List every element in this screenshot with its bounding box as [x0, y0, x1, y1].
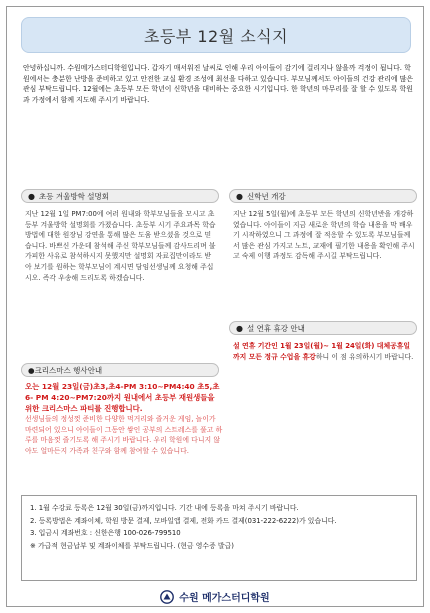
new-term-body: 지난 12월 5일(월)에 초등부 모든 학년의 신학년반을 개강하였습니다. 아이들이 지금 새로운 학년의 학습 내용을 막 배우기 시작하였으니 그 과정에 잘 적응할 수 있도록 부모님들께서 많은 관심 가지고 노트, 교재에 필기한 내용을 확인해 주시고 숙제 이행 과정도 감독해 주시길 부탁드립니다. — [233, 210, 415, 261]
holiday-section-header — [229, 321, 417, 335]
page-title: 초등부 12월 소식지 — [143, 26, 289, 46]
brand-footer — [7, 589, 423, 604]
title-banner — [21, 17, 411, 53]
holiday-tail: 하니 이 점 유의하시기 바랍니다. — [315, 352, 414, 361]
bullet-icon: ● — [28, 191, 35, 201]
bullet-icon: ● — [236, 323, 243, 333]
christmas-heading: ●크리스마스 행사안내 — [28, 365, 103, 375]
brand-name: 수원 메가스터디학원 — [179, 593, 270, 604]
christmas-schedule: 오는 12월 23일(금)초3,초4-PM 3:10~PM4:40 초5,초6- PM 4:20~PM7:20까지 원내에서 초등부 재원생들을 위한 크리스마스 파티를 진행합니다. — [25, 382, 220, 413]
footer-line: 1. 1월 수강료 등록은 12월 30일(금)까지입니다. 기간 내에 등록을 마쳐 주시기 바랍니다. — [30, 504, 299, 512]
footer-line: 2. 등록방법은 계좌이체, 학원 방문 결제, 모바일앱 결제, 전화 카드 결제(031-222-6222)가 있습니다. — [30, 516, 337, 525]
payment-info-box — [21, 495, 417, 581]
christmas-body — [25, 381, 223, 456]
holiday-notice: 설 연휴 기간인 1월 23일(월)~ 1월 24일(화) 대체공휴일까지 모든 정규 수업을 휴강 — [233, 342, 411, 361]
brand-logo-icon — [160, 590, 174, 604]
christmas-section-header — [21, 363, 219, 377]
holiday-heading: 설 연휴 휴강 안내 — [246, 323, 305, 333]
footer-line: ※ 가급적 현금납부 및 계좌이체를 부탁드립니다. (현금 영수증 발급) — [30, 541, 234, 550]
christmas-description — [25, 414, 223, 456]
christmas-highlight: 우리 학원에 다니지 않아도 얼마든지 가족과 친구와 함께 참여할 수 있습니다. — [25, 436, 220, 455]
briefing-heading: 초등 겨울방학 설명회 — [38, 191, 109, 201]
briefing-body: 지난 12월 1일 PM7:00에 여러 원내와 학부모님들을 모시고 초등부 겨울방학 설명회를 가졌습니다. 초등부 시기 주요과목 학습 방법에 대한 원장님 강연을 통해 많은 도움 받으셨을 것으로 믿습니다. 바쁘신 가운데 참석해 주신 학부모님들께 감사드리며 불가피한 사유로 참석하시지 못했지만 설명회 자료집만이라도 받아 보기를 원하는 학부모님이 계시면 담임선생님께 요청해 주십시오. 즉각 우송해 드리도록 하겠습니다. — [25, 210, 216, 282]
holiday-body — [233, 341, 415, 362]
intro-paragraph: 안녕하십니까. 수원메가스터디학원입니다. 갑자기 매서워진 날씨로 인해 우리 아이들이 감기에 걸리지나 않을까 걱정이 됩니다. 학원에서는 충분한 난방을 준비하고 있고 안전한 교실 환경 조성에 최선을 다하고 있습니다. 부모님께서도 아이들의 건강 관리에 많은 관심 부탁드립니다. 12월에는 초등부 모든 학년이 신학년을 대비하는 중요한 시기입니다. 한 학년의 마무리를 잘 할 수 있도록 학원과 가정에서 함께 지도해 주시기 바랍니다. — [23, 64, 414, 104]
christmas-text: 선생님들의 정성껏 준비한 다양한 먹거리와 즐거운 게임, 놀이가 마련되어 있으니 아이들이 그동안 쌓인 공부의 스트레스를 풀고 하루를 마음껏 즐기도록 해 주시기 바랍니다. — [25, 415, 223, 445]
newsletter-page — [6, 6, 424, 607]
footer-line: 3. 입금시 계좌번호 : 신한은행 100-026-799510 — [30, 529, 181, 538]
bullet-icon: ● — [236, 191, 243, 201]
new-term-heading: 신학년 개강 — [246, 191, 286, 201]
briefing-section-header — [21, 189, 219, 203]
new-term-section-header — [229, 189, 417, 203]
